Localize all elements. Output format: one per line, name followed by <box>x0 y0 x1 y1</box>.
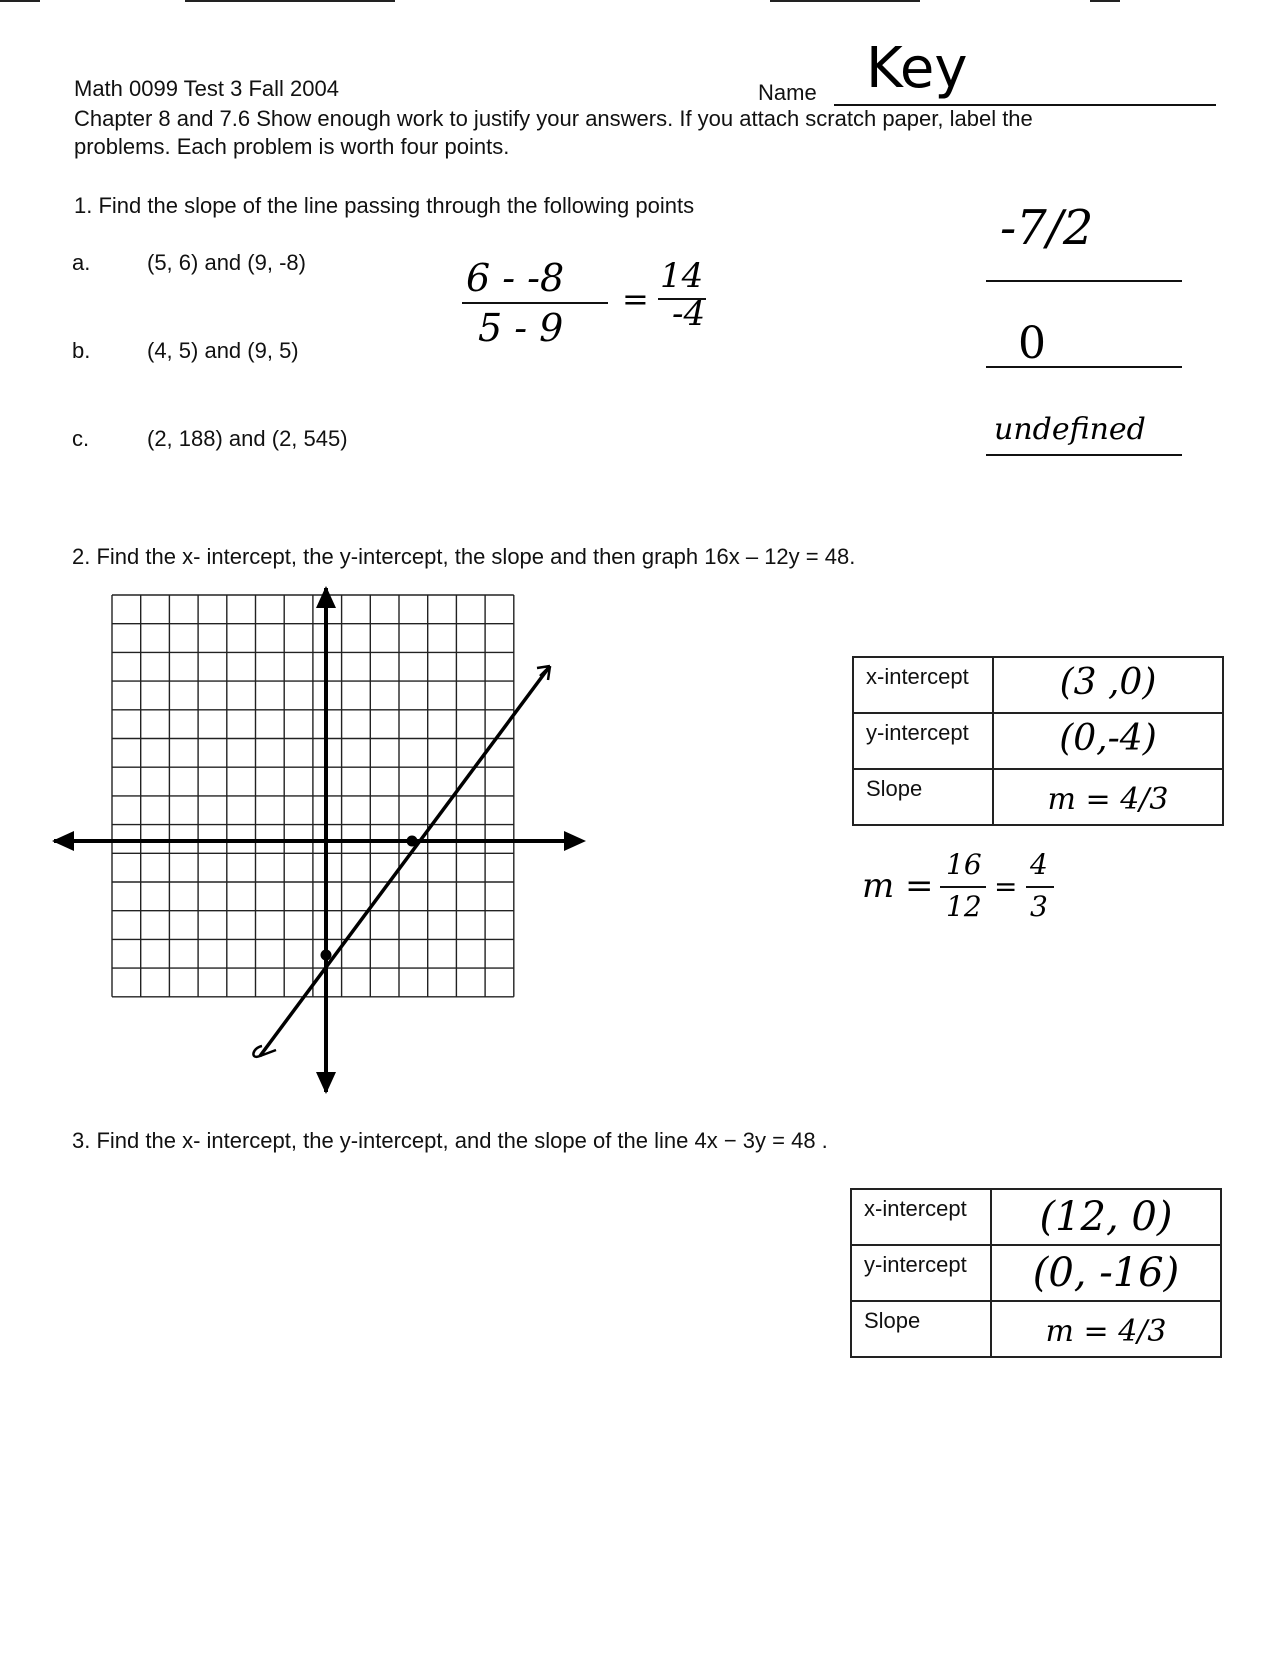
q1b-letter: b. <box>72 338 91 363</box>
q2-work-m: m = <box>862 866 934 906</box>
q3-prompt: 3. Find the x- intercept, the y-intercept, and the slope of the line 4x − 3y = 48 . <box>72 1128 828 1153</box>
q2-xint-label: x-intercept <box>853 657 993 713</box>
q2-work-num: 16 <box>946 848 982 881</box>
q1b-answer-line <box>986 366 1182 368</box>
q3-slope-value: m = 4/3 <box>991 1301 1221 1357</box>
scan-mark <box>770 0 920 2</box>
q1c-letter: c. <box>72 426 90 451</box>
q1-work-fraction-bar <box>462 302 608 304</box>
graphed-line <box>260 666 550 1056</box>
x-axis-arrow-left <box>52 831 74 851</box>
q1-work-denominator: 5 - 9 <box>478 306 564 350</box>
q1-work-denominator2: -4 <box>672 294 706 334</box>
q2-work-den2: 3 <box>1030 890 1048 923</box>
q1a-answer-line <box>986 280 1182 282</box>
q1-prompt: 1. Find the slope of the line passing through the following points <box>74 193 695 218</box>
name-value: Key <box>866 36 968 101</box>
y-axis-arrow-up <box>316 586 336 608</box>
instructions-line2: problems. Each problem is worth four points. <box>74 134 510 159</box>
name-label: Name <box>758 80 817 105</box>
q1c-points: (2, 188) and (2, 545) <box>147 426 348 451</box>
q1-work-equals: = <box>622 280 649 318</box>
q2-answer-table <box>852 656 1224 826</box>
q1a-answer: -7/2 <box>1000 200 1094 256</box>
table-row <box>853 713 1223 769</box>
q2-yint-value: (0,-4) <box>993 713 1223 769</box>
q1a-points: (5, 6) and (9, -8) <box>147 250 306 275</box>
q1b-answer: 0 <box>1018 318 1046 369</box>
q1-work-numerator: 6 - -8 <box>466 256 565 300</box>
q3-xint-value: (12, 0) <box>991 1189 1221 1245</box>
q2-work-bar2 <box>1026 886 1054 888</box>
q3-slope-label: Slope <box>851 1301 991 1357</box>
q1c-answer-line <box>986 454 1182 456</box>
scan-mark <box>0 0 40 2</box>
q2-slope-label: Slope <box>853 769 993 825</box>
table-row <box>853 769 1223 825</box>
q2-xint-value: (3 ,0) <box>993 657 1223 713</box>
q3-yint-label: y-intercept <box>851 1245 991 1301</box>
q3-yint-value: (0, -16) <box>991 1245 1221 1301</box>
q3-answer-table <box>850 1188 1222 1358</box>
q1b-points: (4, 5) and (9, 5) <box>147 338 299 363</box>
y-axis-arrow-down <box>316 1072 336 1094</box>
q2-work-equals: = <box>994 870 1018 903</box>
test-title: Math 0099 Test 3 Fall 2004 <box>74 76 339 101</box>
table-row <box>851 1245 1221 1301</box>
q2-work-num2: 4 <box>1030 848 1048 881</box>
q2-yint-label: y-intercept <box>853 713 993 769</box>
scan-mark <box>185 0 395 2</box>
q2-work-den: 12 <box>946 890 982 923</box>
q3-xint-label: x-intercept <box>851 1189 991 1245</box>
q1-work-numerator2: 14 <box>660 256 704 296</box>
q2-slope-value: m = 4/3 <box>993 769 1223 825</box>
table-row <box>851 1301 1221 1357</box>
y-intercept-point <box>321 950 332 961</box>
q2-work-bar <box>940 886 986 888</box>
q2-prompt: 2. Find the x- intercept, the y-intercept, the slope and then graph 16x – 12y = 48. <box>72 544 856 569</box>
scan-mark <box>1090 0 1120 2</box>
instructions-line1: Chapter 8 and 7.6 Show enough work to justify your answers. If you attach scratch paper, label the <box>74 106 1033 131</box>
q1a-letter: a. <box>72 250 91 275</box>
line-arrow-up <box>537 666 550 680</box>
x-intercept-point <box>407 836 418 847</box>
x-axis-arrow-right <box>564 831 586 851</box>
table-row <box>853 657 1223 713</box>
table-row <box>851 1189 1221 1245</box>
q1c-answer: undefined <box>994 412 1146 447</box>
q2-graph <box>40 580 600 1100</box>
